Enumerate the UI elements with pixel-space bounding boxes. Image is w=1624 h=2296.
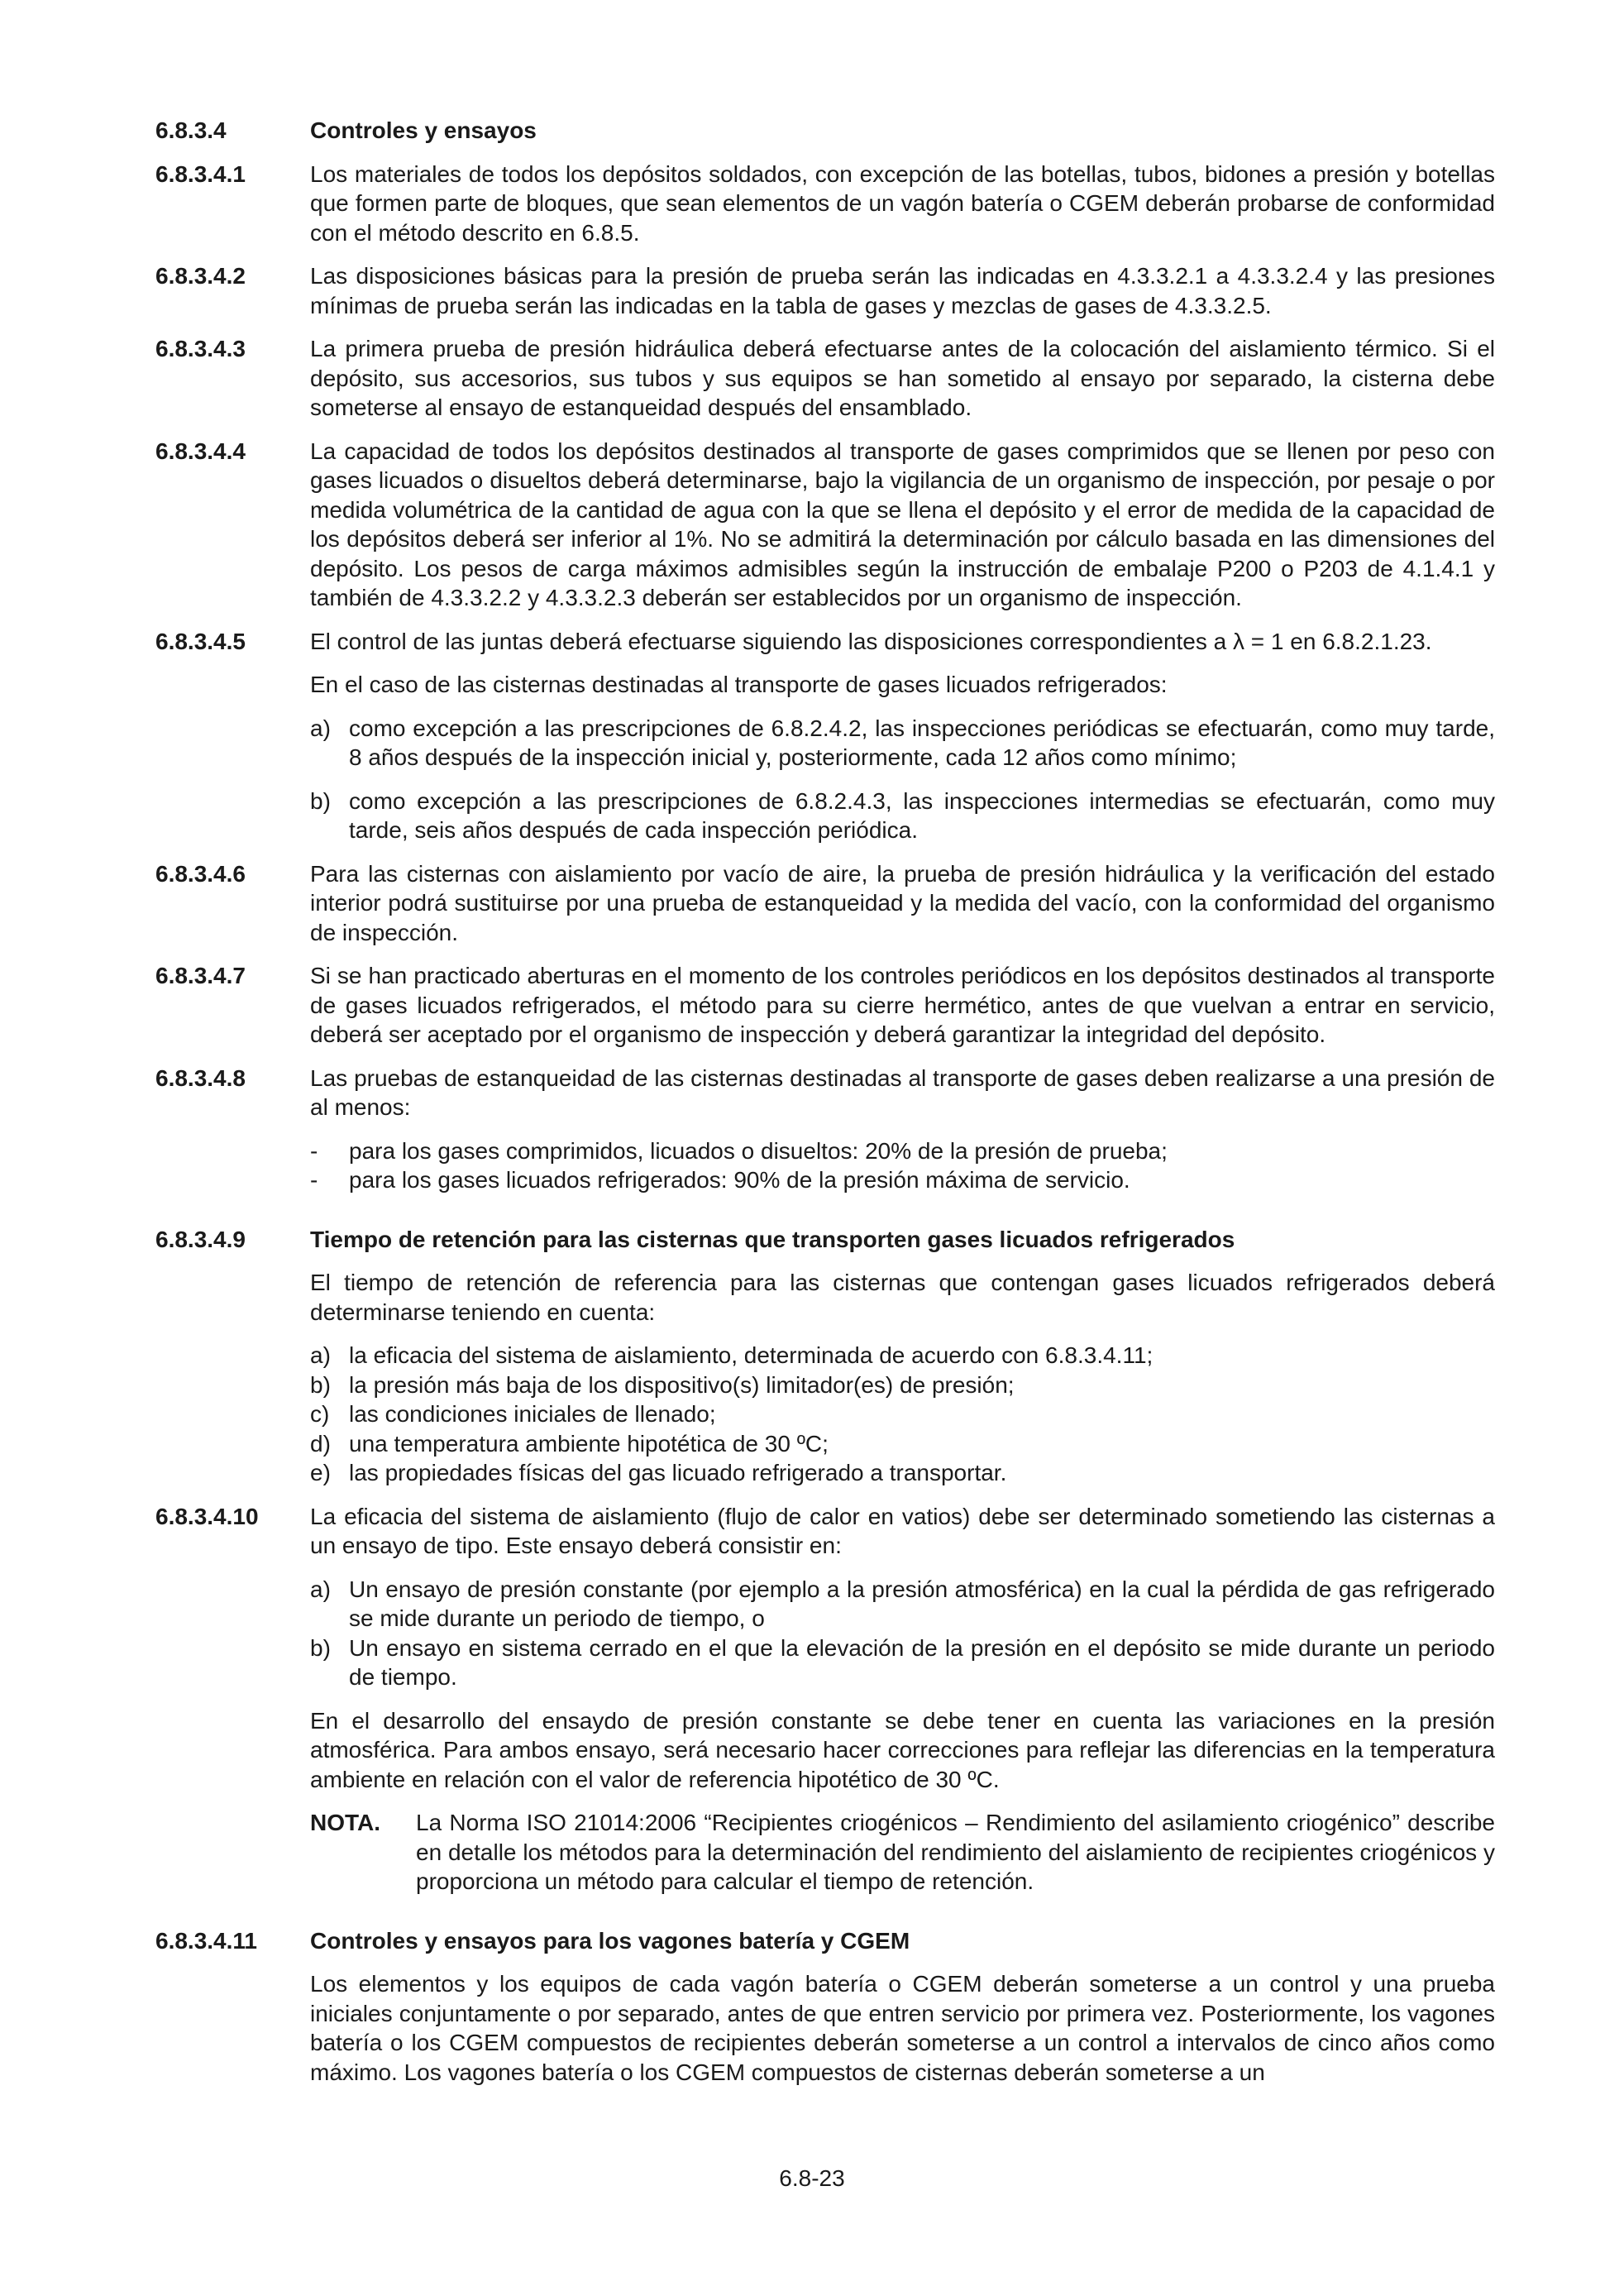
list-item [310, 1458, 1495, 1488]
paragraph-6-8-3-4-10 [155, 1502, 1495, 1561]
list-label: - [310, 1137, 318, 1164]
list-text: las propiedades físicas del gas licuado refrigerado a transportar. [349, 1460, 1007, 1485]
paragraph-6-8-3-4-7 [155, 961, 1495, 1050]
list-label: a) [310, 1342, 331, 1368]
paragraph-number: 6.8.3.4.3 [155, 336, 246, 361]
paragraph-text: El control de las juntas deberá efectuarse siguiendo las disposiciones correspondientes a λ = 1 en 6.8.2.1.23. [310, 628, 1432, 654]
section-number: 6.8.3.4 [155, 117, 227, 143]
paragraph-number: 6.8.3.4.7 [155, 963, 246, 988]
paragraph-number: 6.8.3.4.10 [155, 1503, 259, 1529]
paragraph-6-8-3-4-6 [155, 859, 1495, 948]
paragraph-text: La capacidad de todos los depósitos destinados al transporte de gases comprimidos que se llenen por peso con gases licuados o disueltos deberá determinarse, bajo la vigilancia de un organismo de inspección, por pesaje o por medida volumétrica de la cantidad de agua con la que se llena el depósito y el error de medida de la capacidad de los depósitos deberá ser inferior al 1%. No se admitirá la determinación por cálculo basada en las dimensiones del depósito. Los pesos de carga máximos admisibles según la instrucción de embalaje P200 o P203 de 4.1.4.1 y también de 4.3.3.2.2 y 4.3.3.2.3 deberán ser establecidos por un organismo de inspección. [310, 438, 1495, 610]
section-title: Tiempo de retención para las cisternas que transporten gases licuados refrigerados [310, 1226, 1235, 1252]
list-text: para los gases comprimidos, licuados o disueltos: 20% de la presión de prueba; [349, 1137, 1168, 1164]
list-label: e) [310, 1460, 331, 1485]
list-label: d) [310, 1430, 331, 1457]
paragraph-text: Las pruebas de estanqueidad de las cisternas destinadas al transporte de gases deben realizarse a una presión de al menos: [310, 1064, 1495, 1120]
list-item [310, 1429, 1495, 1459]
paragraph-text: La primera prueba de presión hidráulica deberá efectuarse antes de la colocación del aislamiento térmico. Si el depósito, sus accesorios, sus tubos y sus equipos se han sometido al ensayo por separado, la cisterna debe someterse al ensayo de estanqueidad después del ensamblado. [310, 336, 1495, 420]
list-6-8-3-4-10 [310, 1575, 1495, 1692]
paragraph-subtext: En el caso de las cisternas destinadas al transporte de gases licuados refrigerados: [310, 672, 1168, 697]
list-6-8-3-4-5 [310, 714, 1495, 845]
list-6-8-3-4-8 [310, 1136, 1495, 1195]
list-text: como excepción a las prescripciones de 6.8.2.4.3, las inspecciones intermedias se efectuarán, como muy tarde, seis años después de cada inspección periódica. [349, 787, 1495, 843]
section-heading-6-8-3-4 [155, 116, 1495, 146]
paragraph-text: La eficacia del sistema de aislamiento (flujo de calor en vatios) debe ser determinado sometiendo las cisternas a un ensayo de tipo. Este ensayo deberá consistir en: [310, 1503, 1495, 1558]
list-label: a) [310, 1576, 331, 1602]
section-number: 6.8.3.4.11 [155, 1927, 258, 1954]
paragraph-6-8-3-4-3 [155, 334, 1495, 423]
section-number: 6.8.3.4.9 [155, 1226, 246, 1252]
list-text: la eficacia del sistema de aislamiento, determinada de acuerdo con 6.8.3.4.11; [349, 1342, 1154, 1368]
paragraph-text: Las disposiciones básicas para la presión de prueba serán las indicadas en 4.3.3.2.1 a 4.3.3.2.4 y las presiones mínimas de prueba serán las indicadas en la tabla de gases y mezclas de gases de 4.3.3.2.5. [310, 263, 1495, 318]
list-label: b) [310, 1371, 331, 1398]
list-item [310, 1370, 1495, 1400]
paragraph-number: 6.8.3.4.1 [155, 160, 246, 187]
paragraph-number: 6.8.3.4.4 [155, 438, 246, 464]
list-text: las condiciones iniciales de llenado; [349, 1401, 716, 1427]
list-6-8-3-4-9 [310, 1341, 1495, 1488]
paragraph-number: 6.8.3.4.2 [155, 263, 246, 289]
paragraph-6-8-3-4-4 [155, 437, 1495, 613]
list-label: c) [310, 1401, 330, 1427]
paragraph-6-8-3-4-5 [155, 627, 1495, 657]
list-text: Un ensayo en sistema cerrado en el que la elevación de la presión en el depósito se mide durante un periodo de tiempo. [349, 1634, 1495, 1690]
note-label: NOTA. [310, 1810, 381, 1835]
list-item [310, 787, 1495, 845]
list-label: b) [310, 787, 331, 814]
section-heading-6-8-3-4-11 [155, 1926, 1495, 1956]
document-page [155, 116, 1495, 2101]
section-heading-6-8-3-4-9 [155, 1225, 1495, 1255]
paragraph-text: Los elementos y los equipos de cada vagón batería o CGEM deberán someterse a un control y una prueba iniciales conjuntamente o por separado, antes de que entren servicio por primera vez. Posteriormente, los vagones batería o los CGEM compuestos de recipientes deberán someterse a un control a intervalos de cinco años como máximo. Los vagones batería o los CGEM compuestos de cisternas deberán someterse a un [310, 1971, 1495, 2085]
list-item [310, 714, 1495, 773]
list-item [310, 1165, 1495, 1195]
paragraph-6-8-3-4-1 [155, 160, 1495, 248]
list-text: Un ensayo de presión constante (por ejemplo a la presión atmosférica) en la cual la pérdida de gas refrigerado se mide durante un periodo de tiempo, o [349, 1576, 1495, 1631]
paragraph-text: El tiempo de retención de referencia para las cisternas que contengan gases licuados refrigerados deberá determinarse teniendo en cuenta: [310, 1270, 1495, 1325]
list-text: la presión más baja de los dispositivo(s) limitador(es) de presión; [349, 1371, 1015, 1398]
section-title: Controles y ensayos para los vagones batería y CGEM [310, 1927, 910, 1954]
list-item [310, 1136, 1495, 1166]
list-item [310, 1575, 1495, 1634]
list-item [310, 1634, 1495, 1692]
paragraph-6-8-3-4-8 [155, 1064, 1495, 1122]
list-text: una temperatura ambiente hipotética de 30 ºC; [349, 1430, 829, 1457]
paragraph-6-8-3-4-2 [155, 261, 1495, 320]
note [310, 1808, 1495, 1897]
list-text: como excepción a las prescripciones de 6.8.2.4.2, las inspecciones periódicas se efectuarán, como muy tarde, 8 años después de la inspección inicial y, posteriormente, cada 12 años como mínimo; [349, 715, 1495, 770]
note-text: La Norma ISO 21014:2006 “Recipientes criogénicos – Rendimiento del asilamiento criogénico” describe en detalle los métodos para la determinación del rendimiento del aislamiento de recipientes criogénicos y proporciona un método para calcular el tiempo de retención. [416, 1810, 1495, 1894]
paragraph-number: 6.8.3.4.6 [155, 860, 246, 887]
paragraph-number: 6.8.3.4.5 [155, 628, 246, 654]
list-label: b) [310, 1634, 331, 1661]
list-text: para los gases licuados refrigerados: 90% de la presión máxima de servicio. [349, 1167, 1130, 1193]
section-title: Controles y ensayos [310, 117, 537, 143]
list-label: - [310, 1167, 318, 1193]
paragraph-text: Los materiales de todos los depósitos soldados, con excepción de las botellas, tubos, bidones a presión y botellas que formen parte de bloques, que sean elementos de un vagón batería o CGEM deberán probarse de conformidad con el método descrito en 6.8.5. [310, 160, 1495, 246]
paragraph-number: 6.8.3.4.8 [155, 1064, 246, 1091]
list-item [310, 1341, 1495, 1370]
paragraph-subtext: En el desarrollo del ensaydo de presión constante se debe tener en cuenta las variaciones en la presión atmosférica. Para ambos ensayo, será necesario hacer correcciones para reflejar las diferencias en la temperatura ambiente en relación con el valor de referencia hipotético de 30 ºC. [310, 1707, 1495, 1792]
paragraph-text: Si se han practicado aberturas en el momento de los controles periódicos en los depósitos destinados al transporte de gases licuados refrigerados, el método para su cierre hermético, antes de que vuelvan a entrar en servicio, deberá ser aceptado por el organismo de inspección y deberá garantizar la integridad del depósito. [310, 963, 1495, 1047]
page-number: 6.8-23 [779, 2165, 845, 2191]
paragraph-text: Para las cisternas con aislamiento por vacío de aire, la prueba de presión hidráulica y la verificación del estado interior podrá sustituirse por una prueba de estanqueidad y la medida del vacío, con la conformidad del organismo de inspección. [310, 860, 1495, 945]
list-label: a) [310, 715, 331, 741]
list-item [310, 1399, 1495, 1429]
